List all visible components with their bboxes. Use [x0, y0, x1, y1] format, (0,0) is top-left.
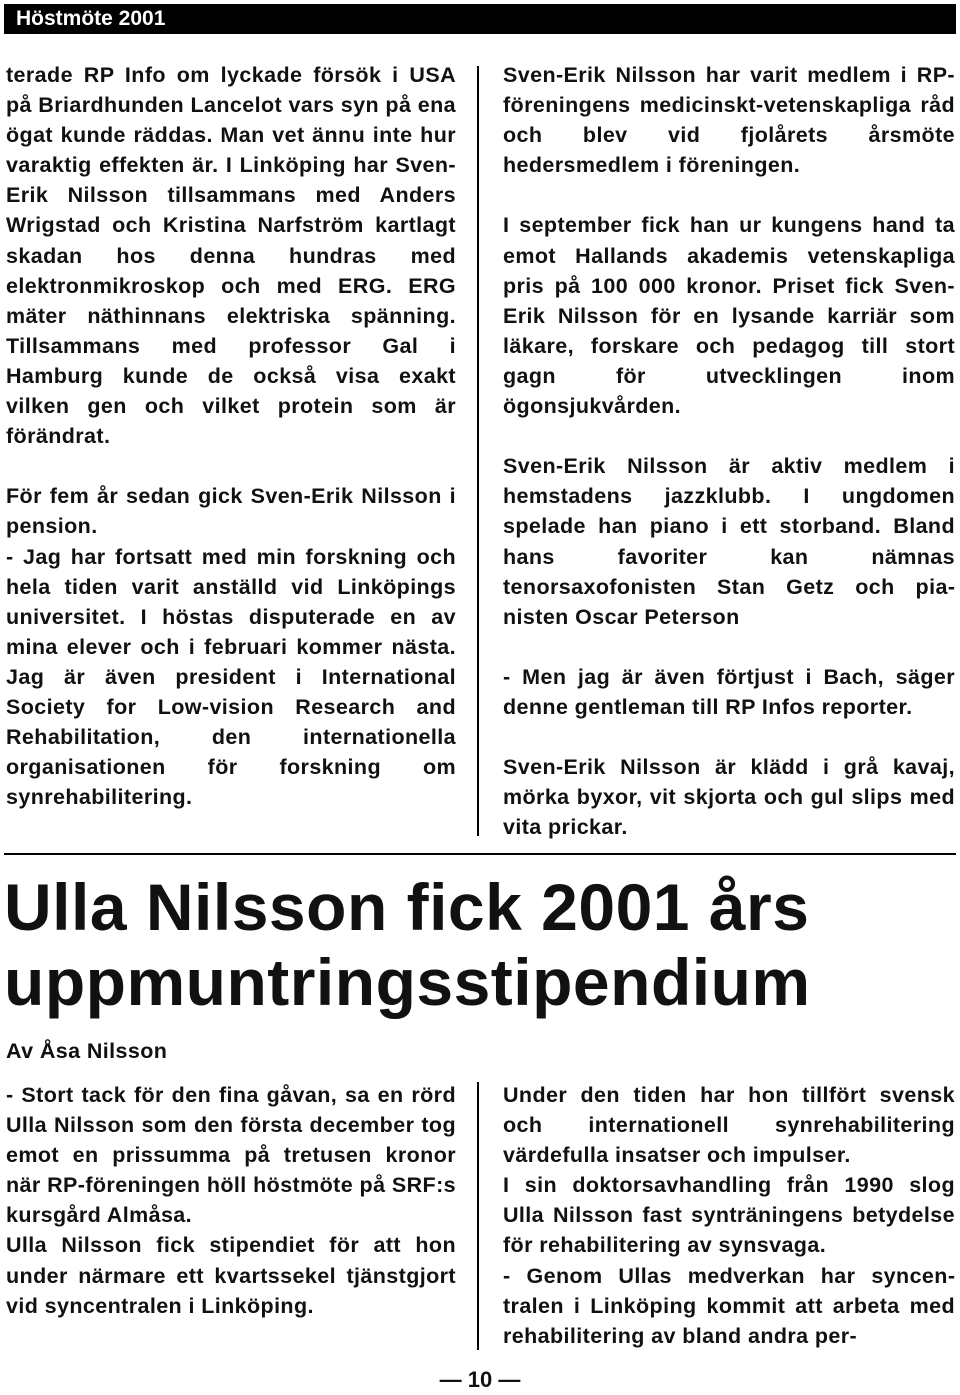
- article2-left-paragraph-1: - Stort tack för den fina gåvan, sa en rörd Ulla Nilsson som den första december tog emot en prissumma på tretusen kronor när RP-föreningen höll höstmöte på SRF:s kursgård Almåsa.: [6, 1083, 456, 1228]
- paragraph-gap: [503, 421, 955, 451]
- article1-right-paragraph-3: Sven-Erik Nilsson är aktiv medlem i hemstadens jazzklubb. I ungdomen spelade han piano i ett storband. Bland hans favoriter kan nämnas tenorsaxofonisten Stan Getz och pianisten Oscar Peterson: [503, 454, 955, 629]
- article2-headline: [4, 870, 954, 1020]
- article2-right-paragraph-2: I sin doktorsavhandling från 1990 slog Ulla Nilsson fast synträningens betydelse för rehabilitering av synsvaga.: [503, 1173, 955, 1258]
- page-number: — 10 —: [439, 1367, 521, 1392]
- article1-right-paragraph-5: Sven-Erik Nilsson är klädd i grå kavaj, mörka byxor, vit skjorta och gul slips med vita prickar.: [503, 755, 955, 840]
- article1-left-paragraph-1: terade RP Info om lyckade försök i USA på Briardhunden Lancelot vars syn på ena ögat kunde räddas. Man vet ännu inte hur varaktig effekten är. I Linköping har Sven-Erik Nilsson tillsammans med Anders Wrigstad och Kristina Narfström kartlagt skadan hos denna hundras med elektronmikroskop och med ERG. ERG mäter näthinnans elektriska spänning. Tillsammans med professor Gal i Hamburg kunde de också visa exakt vilken gen och vilket protein som är förändrat.: [6, 63, 456, 449]
- article1-right-paragraph-4: - Men jag är även förtjust i Bach, säger denne gentleman till RP Infos reporter.: [503, 664, 955, 719]
- article1-left-paragraph-3: - Jag har fortsatt med min forskning och hela tiden varit anställd vid Linköpings universitet. I höstas disputerade en av mina elever och i februari kommer nästa. Jag är även president i International Society for Low-vision Research and Rehabilitation, den internationella organisationen för forskning om synrehabilitering.: [6, 544, 456, 810]
- section-title: Höstmöte 2001: [16, 7, 166, 30]
- article1-left-paragraph-2: För fem år sedan gick Sven-Erik Nilsson i pension.: [6, 484, 456, 539]
- paragraph-gap: [503, 722, 955, 752]
- article1-right-paragraph-1: Sven-Erik Nilsson har varit medlem i RP-föreningens medicinskt-vetenskapliga råd och blev vid fjolårets årsmöte hedersmedlem i föreningen.: [503, 63, 955, 178]
- article2-left-column: [6, 1080, 456, 1321]
- paragraph-gap: [503, 180, 955, 210]
- article2-right-column: [503, 1080, 955, 1351]
- article1-left-column: [6, 60, 456, 812]
- article1-right-column: [503, 60, 955, 842]
- article2-left-paragraph-2: Ulla Nilsson fick stipendiet för att hon under närmare ett kvartssekel tjänstgjort vid syncentralen i Linköping.: [6, 1233, 456, 1318]
- article1-right-paragraph-2: I september fick han ur kungens hand ta emot Hallands akademis vetenskapliga pris på 100 000 kronor. Priset fick Sven-Erik Nilsson för en lysande karriär som läkare, forskare och pedagog till stort gagn för utvecklingen inom ögonsjukvården.: [503, 213, 955, 419]
- headline-line-2: uppmuntringsstipendium: [4, 945, 811, 1019]
- article-separator-rule: [4, 853, 956, 855]
- column-divider-bottom: [477, 1082, 479, 1350]
- article2-right-paragraph-3: - Genom Ullas medverkan har syncentralen i Linköping kommit att arbeta med rehabilitering av bland andra per-: [503, 1263, 955, 1348]
- column-divider-top: [477, 66, 479, 836]
- headline-line-1: Ulla Nilsson fick 2001 års: [4, 870, 810, 944]
- article2-byline: Av Åsa Nilsson: [6, 1039, 168, 1063]
- paragraph-gap: [6, 451, 456, 481]
- section-header-bar: [4, 4, 956, 34]
- paragraph-gap: [503, 632, 955, 662]
- article2-right-paragraph-1: Under den tiden har hon tillfört svensk och internationell synrehabilitering värdefulla insatser och impulser.: [503, 1083, 955, 1168]
